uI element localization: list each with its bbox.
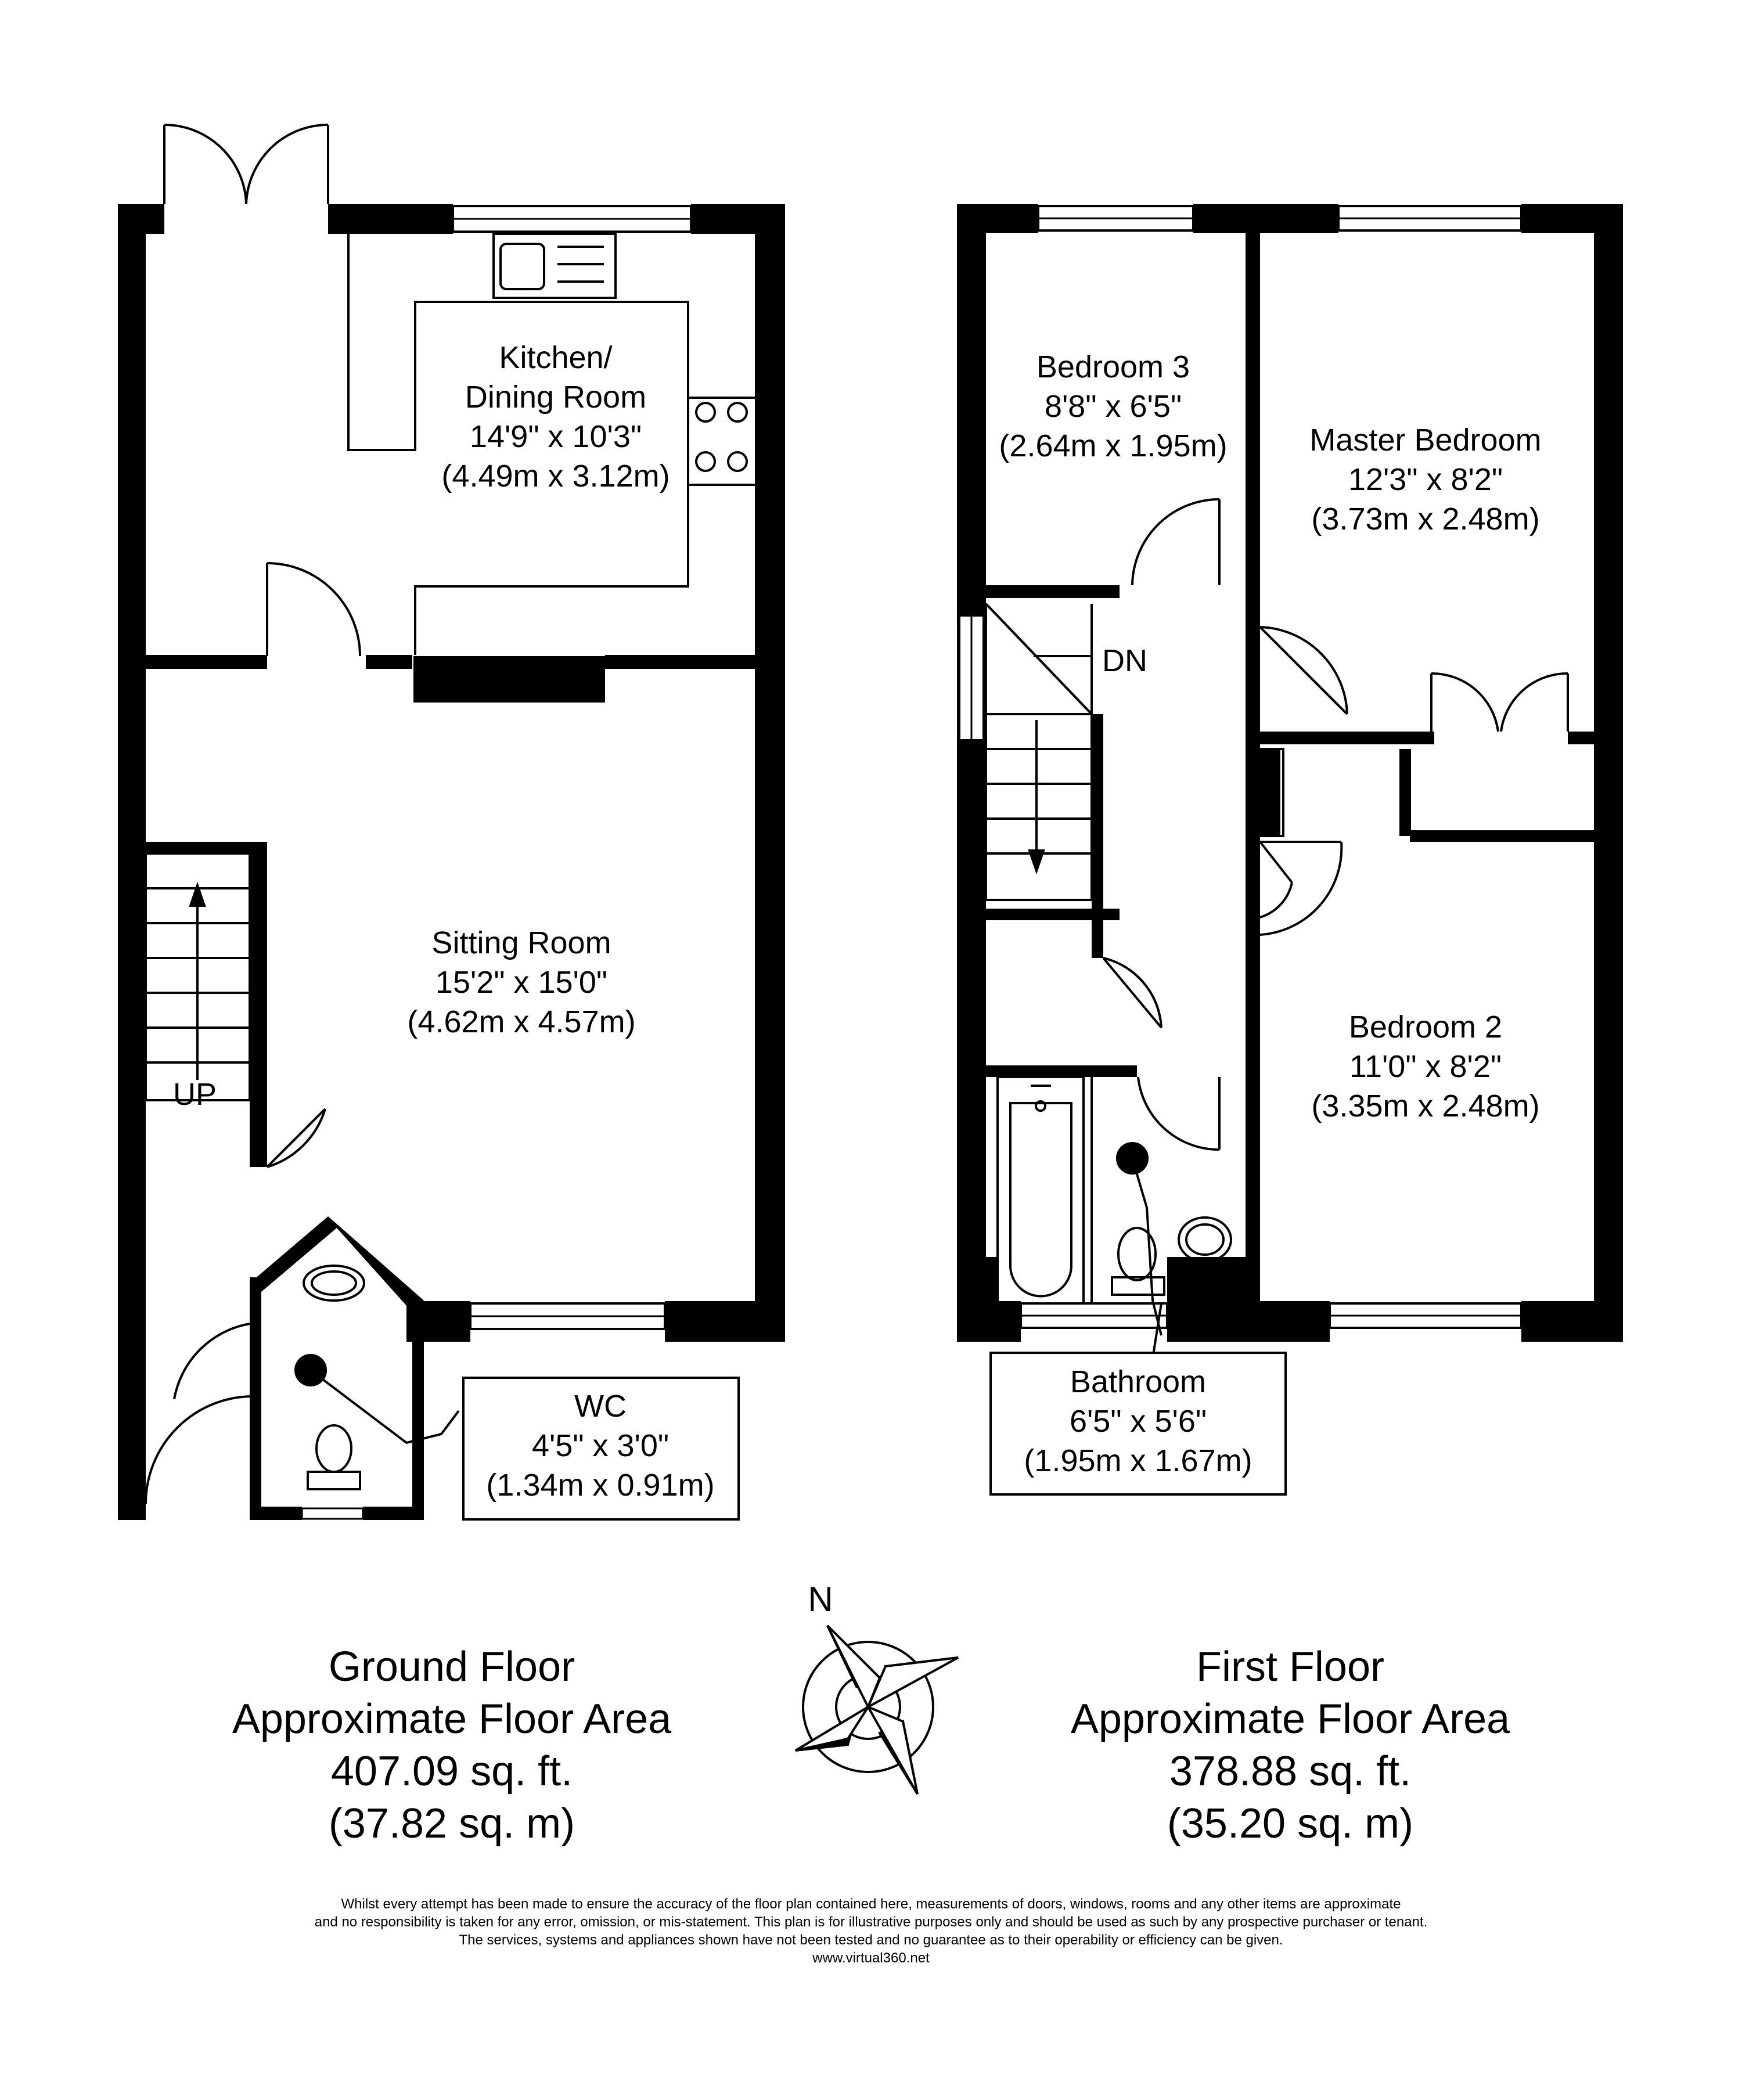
sitting-metric: (4.62m x 4.57m) bbox=[407, 1004, 636, 1039]
compass-rose bbox=[796, 1626, 958, 1794]
ground-floor-sqm: (37.82 sq. m) bbox=[328, 1800, 575, 1847]
ground-floor-summary bbox=[232, 1641, 671, 1850]
bedroom3-imperial: 8'8" x 6'5" bbox=[1044, 389, 1182, 424]
bedroom3-name: Bedroom 3 bbox=[1036, 350, 1190, 384]
kitchen-name-line1: Kitchen/ bbox=[499, 340, 613, 375]
ground-stairs bbox=[146, 853, 250, 1100]
first-floor-subtitle: Approximate Floor Area bbox=[1070, 1696, 1510, 1742]
disclaimer-line3: The services, systems and appliances shown have not been tested and no guarantee as to their operability or efficiency can be given. bbox=[459, 1932, 1283, 1948]
bathroom-name: Bathroom bbox=[1070, 1364, 1207, 1399]
ground-floor-plan bbox=[118, 125, 785, 1520]
kitchen-imperial: 14'9" x 10'3" bbox=[469, 419, 642, 454]
compass-north-label: N bbox=[808, 1580, 833, 1619]
disclaimer-line2: and no responsibility is taken for any error, omission, or mis-statement. This plan is for illustrative purposes only and should be used as such by any prospective purchaser or tenant. bbox=[314, 1914, 1428, 1930]
sitting-label bbox=[407, 923, 635, 1042]
wc-label bbox=[486, 1386, 714, 1505]
disclaimer bbox=[0, 1895, 1742, 1967]
front-door bbox=[146, 1109, 325, 1504]
wc-imperial: 4'5" x 3'0" bbox=[531, 1428, 670, 1463]
kitchen-label bbox=[441, 338, 670, 496]
master-bedroom-label bbox=[1309, 420, 1541, 539]
master-imperial: 12'3" x 8'2" bbox=[1348, 462, 1503, 497]
sitting-name: Sitting Room bbox=[431, 925, 611, 960]
ground-floor-title: Ground Floor bbox=[328, 1644, 575, 1690]
first-floor-sqft: 378.88 sq. ft. bbox=[1169, 1748, 1412, 1795]
ground-floor-sqft: 407.09 sq. ft. bbox=[330, 1748, 573, 1795]
wc-metric: (1.34m x 0.91m) bbox=[486, 1468, 715, 1503]
wc-fittings bbox=[296, 1266, 459, 1489]
first-floor-sqm: (35.20 sq. m) bbox=[1167, 1800, 1414, 1847]
bathroom-metric: (1.95m x 1.67m) bbox=[1024, 1443, 1252, 1478]
kitchen-name-line2: Dining Room bbox=[465, 380, 647, 415]
disclaimer-url[interactable]: www.virtual360.net bbox=[812, 1950, 930, 1966]
master-name: Master Bedroom bbox=[1309, 423, 1542, 458]
sitting-imperial: 15'2" x 15'0" bbox=[435, 965, 608, 1000]
ground-floor-subtitle: Approximate Floor Area bbox=[232, 1696, 672, 1742]
french-doors bbox=[164, 125, 328, 204]
bathroom-imperial: 6'5" x 5'6" bbox=[1069, 1404, 1207, 1439]
stairs-up-label: UP bbox=[173, 1077, 217, 1112]
disclaimer-line1: Whilst every attempt has been made to ensure the accuracy of the floor plan contained here, measurements of doors, windows, rooms and any other items are approximate bbox=[341, 1896, 1401, 1912]
wc-name: WC bbox=[574, 1389, 627, 1424]
first-stairs bbox=[986, 604, 1092, 900]
kitchen-metric: (4.49m x 3.12m) bbox=[441, 459, 670, 494]
bedroom2-label bbox=[1311, 1007, 1539, 1126]
kitchen-door bbox=[267, 563, 360, 656]
bedroom3-label bbox=[999, 347, 1227, 466]
bedroom2-metric: (3.35m x 2.48m) bbox=[1311, 1089, 1540, 1123]
bathroom-label bbox=[1024, 1362, 1252, 1481]
stairs-down-label: DN bbox=[1102, 643, 1147, 678]
bedroom2-imperial: 11'0" x 8'2" bbox=[1349, 1049, 1502, 1084]
first-floor-summary bbox=[1071, 1641, 1510, 1850]
wardrobe bbox=[1260, 749, 1410, 836]
bedroom2-name: Bedroom 2 bbox=[1348, 1010, 1503, 1044]
master-metric: (3.73m x 2.48m) bbox=[1311, 502, 1540, 536]
bedroom3-metric: (2.64m x 1.95m) bbox=[999, 428, 1228, 463]
first-floor-title: First Floor bbox=[1196, 1644, 1384, 1690]
